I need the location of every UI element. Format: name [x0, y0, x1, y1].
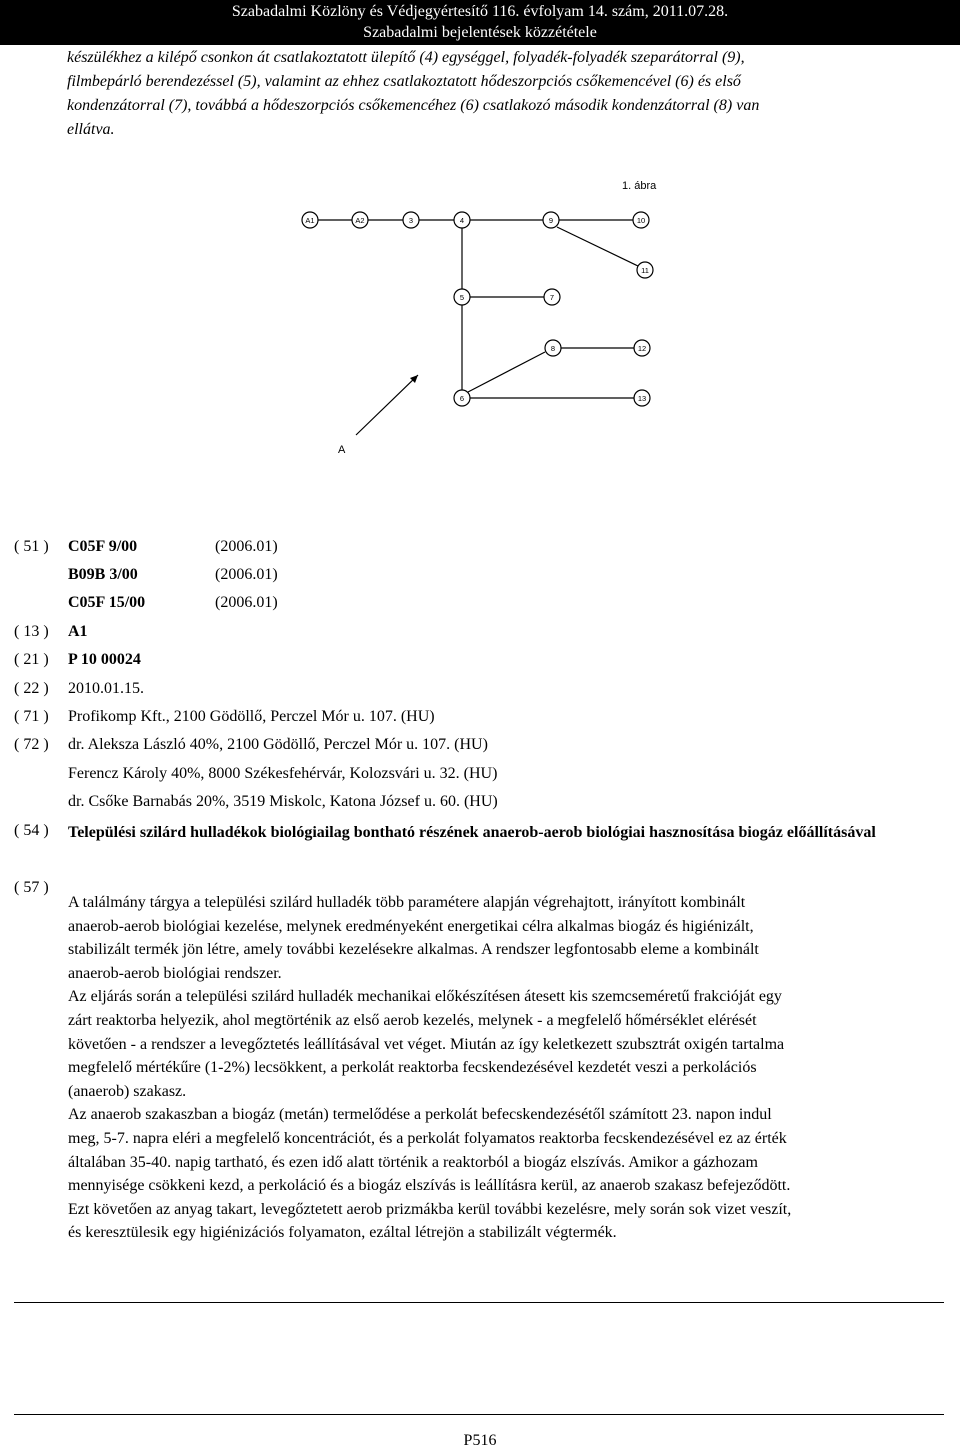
node-label: A2	[355, 216, 365, 225]
node-label: A1	[305, 216, 315, 225]
section-divider	[14, 1302, 944, 1303]
field-tag: ( 57 )	[14, 879, 49, 896]
ipc-code: C05F 15/00	[68, 594, 146, 611]
node-label: 11	[641, 266, 649, 275]
intro-paragraph	[67, 46, 887, 142]
field-tag: ( 13 )	[14, 623, 49, 640]
field-tag: ( 72 )	[14, 736, 49, 753]
node-label: 4	[459, 216, 465, 225]
abstract-line: stabilizált termék jön létre, amely további kezelésekre alkalmas. A rendszer legfontosabb eleme a kombinált	[68, 941, 759, 959]
application-number: P 10 00024	[68, 651, 141, 668]
abstract-line: zárt reaktorba helyezik, ahol megtörténik az első aerob kezelés, melynek - a megfelelő hőmérséklet elérését	[68, 1011, 757, 1029]
inventor: dr. Aleksza László 40%, 2100 Gödöllő, Perczel Mór u. 107. (HU)	[68, 736, 488, 753]
node-label: 13	[637, 394, 647, 403]
node-label: 6	[459, 394, 465, 403]
node-label: 7	[549, 293, 555, 302]
node-label: 5	[459, 293, 465, 302]
abstract	[68, 891, 888, 1245]
abstract-line: általában 35-40. napig tartható, és ezen idő alatt történik a reaktorból a biogáz elszívás. Amikor a gázhozam	[68, 1153, 758, 1171]
node-label: 9	[548, 216, 554, 225]
abstract-line: meg, 5-7. napra eléri a megfelelő koncentrációt, és a perkolát folyamatos reaktorba fecskendezésével ez az érték	[68, 1129, 787, 1147]
figure-caption: 1. ábra	[622, 180, 657, 192]
node-label: 12	[637, 344, 647, 353]
abstract-line: anaerob-aerob biológiai rendszer.	[68, 964, 282, 982]
inventor: dr. Csőke Barnabás 20%, 3519 Miskolc, Katona József u. 60. (HU)	[68, 793, 498, 810]
abstract-line: Ezt követően az anyag takart, levegőztetett aerob prizmákba kerül további kezelésre, mely során sok vizet veszít,	[68, 1200, 792, 1218]
node-label: 10	[636, 216, 646, 225]
node-label: 3	[408, 216, 414, 225]
pointer-label: A	[338, 444, 346, 456]
abstract-line: Az eljárás során a települési szilárd hulladék mechanikai előkészítésen átesett kis szemcseméretű frakcióját egy	[68, 988, 782, 1006]
abstract-line: és keresztülesik egy higiénizációs folyamaton, ezáltal létrejön a stabilizált végtermék.	[68, 1224, 617, 1242]
abstract-line: A találmány tárgya a települési szilárd hulladék több paramétere alapján végrehajtott, irányított kombinált	[68, 894, 746, 911]
node-label: 8	[550, 344, 556, 353]
footer-divider	[14, 1414, 944, 1415]
inventor: Ferencz Károly 40%, 8000 Székesfehérvár, Kolozsvári u. 32. (HU)	[68, 765, 498, 782]
abstract-line: követően - a rendszer a levegőztetés leállításával vet véget. Miután az így keletkezett szubsztrát oxigén tartalma	[68, 1035, 785, 1053]
intro-line: filmbepárló berendezéssel (5), valamint az ehhez csatlakoztatott hődeszorpciós csőkemencével (6) és első	[67, 73, 741, 90]
ipc-code: C05F 9/00	[68, 538, 138, 555]
filing-date: 2010.01.15.	[68, 680, 144, 697]
ipc-date: (2006.01)	[215, 538, 278, 555]
field-tag: ( 54 )	[14, 822, 49, 839]
ipc-date: (2006.01)	[215, 566, 278, 583]
field-tag: ( 51 )	[14, 538, 49, 555]
ipc-date: (2006.01)	[215, 594, 278, 611]
process-flow-figure	[270, 170, 700, 470]
field-tag: ( 22 )	[14, 680, 49, 697]
intro-line: készülékhez a kilépő csonkon át csatlakoztatott ülepítő (4) egységgel, folyadék-folyadék szeparátorral (9),	[67, 49, 745, 66]
abstract-line: anaerob-aerob biológiai kezelése, melynek eredményeként energetikai célra alkalmas biogáz és higiénizált,	[68, 917, 754, 935]
intro-line: kondenzátorral (7), továbbá a hődeszorpciós csőkemencéhez (6) csatlakozó második kondenzátorral (8) van	[67, 97, 760, 114]
abstract-line: megfelelő mértékűre (1-2%) lecsökkent, a perkolát reaktorba fecskendezésével kezdetét veszi a perkolációs	[68, 1059, 757, 1077]
journal-header	[0, 0, 960, 45]
section-title: Szabadalmi bejelentések közzététele	[363, 24, 597, 41]
ipc-code: B09B 3/00	[68, 566, 138, 583]
kind-code: A1	[68, 623, 88, 640]
page-number: P516	[463, 1432, 497, 1449]
abstract-line: Az anaerob szakaszban a biogáz (metán) termelődése a perkolát befecskendezésétől számított 23. napon indul	[68, 1106, 772, 1124]
applicant: Profikomp Kft., 2100 Gödöllő, Perczel Mór u. 107. (HU)	[68, 708, 435, 725]
abstract-line: mennyisége csökkeni kezd, a perkoláció és a biogáz elszívás is leállításra kerül, az anaerob szakasz befejeződött.	[68, 1177, 791, 1195]
journal-title: Szabadalmi Közlöny és Védjegyértesítő 116. évfolyam 14. szám, 2011.07.28.	[231, 3, 729, 20]
patent-title: Települési szilárd hulladékok biológiailag bontható részének anaerob-aerob biológiai hasznosítása biogáz előállításával	[68, 824, 876, 841]
abstract-line: (anaerob) szakasz.	[68, 1082, 187, 1100]
field-tag: ( 71 )	[14, 708, 49, 725]
field-tag: ( 21 )	[14, 651, 49, 668]
intro-line: ellátva.	[67, 121, 115, 138]
